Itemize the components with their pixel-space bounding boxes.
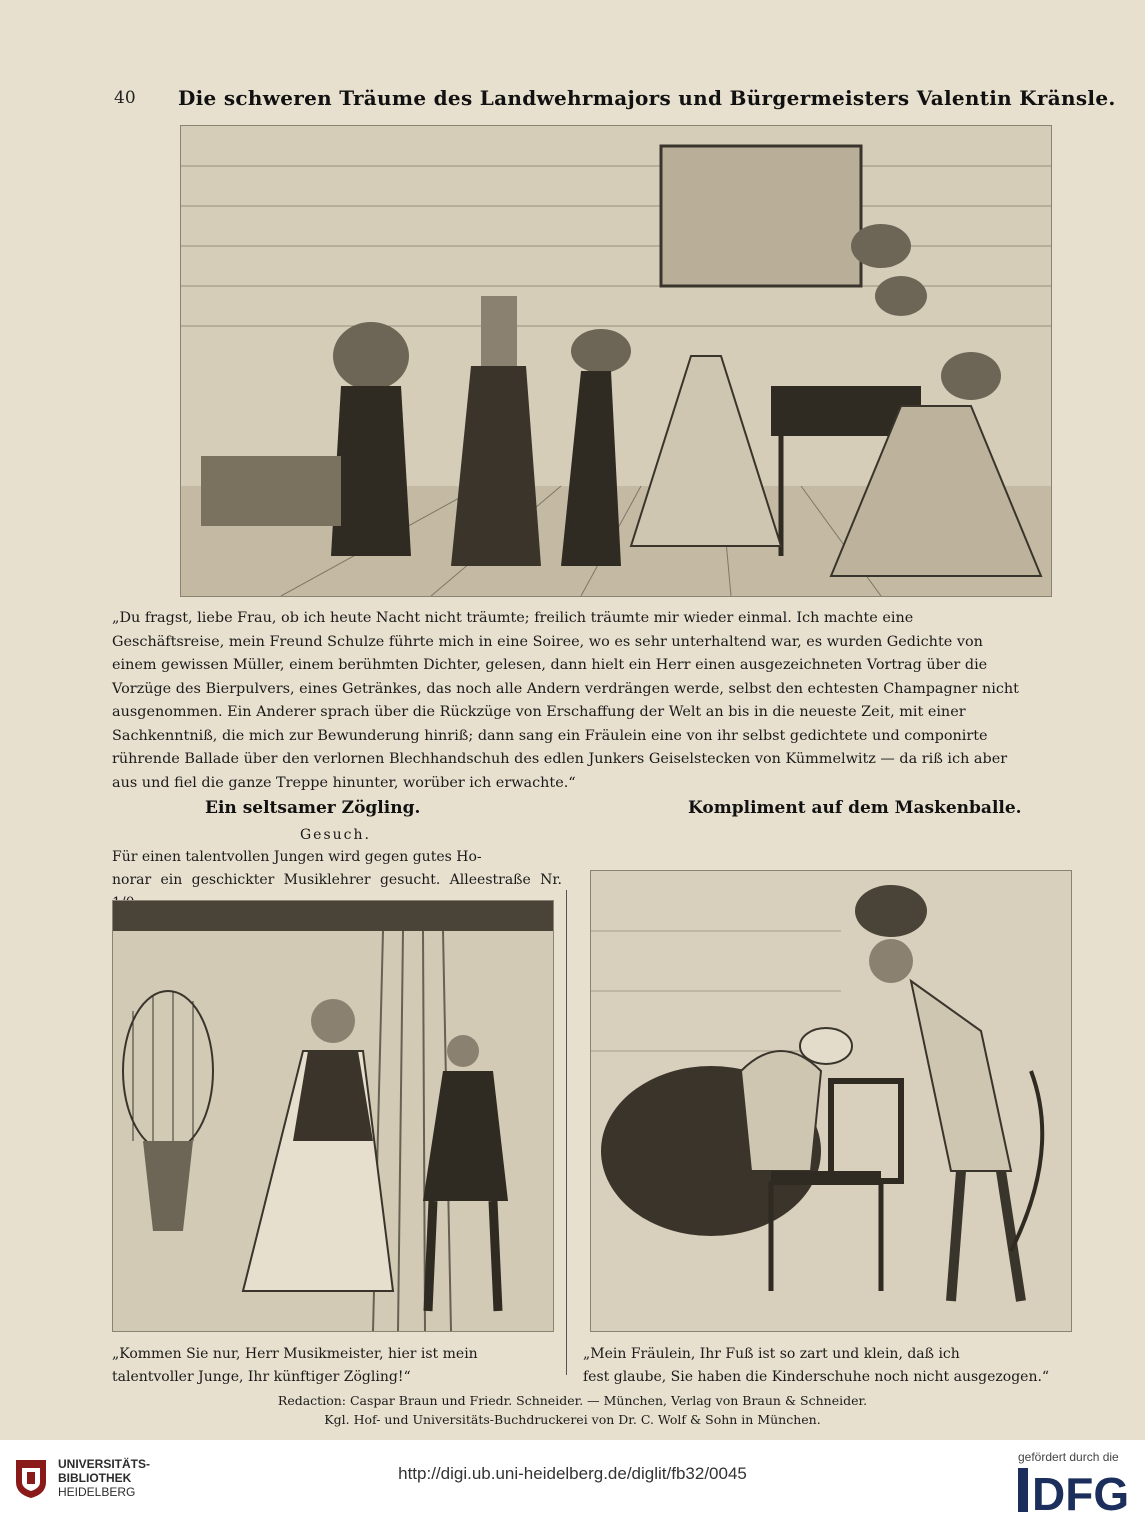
caption-line: fest glaube, Sie haben die Kinderschuhe noch nicht ausgezogen.“	[583, 1369, 1050, 1385]
story-line: Vorzüge des Bierpulvers, eines Getränkes, das noch alle Andern verdrängen werde, selbst den echtesten Champagner nicht	[112, 680, 1019, 697]
ad-line: Für einen talentvollen Jungen wird gegen gutes Ho-	[112, 849, 482, 865]
left-illustration	[112, 900, 554, 1332]
right-illustration	[590, 870, 1072, 1332]
caption-line: talentvoller Junge, Ihr künftiger Zögling!“	[112, 1369, 411, 1385]
left-article-subheading: Gesuch.	[300, 827, 371, 843]
story-line: rührende Ballade über den verlornen Blechhandschuh des edlen Junkers Geiselstecken von Kümmelwitz — da riß ich aber	[112, 751, 1008, 767]
viewer-footer	[0, 1440, 1145, 1522]
story-line: „Du fragst, liebe Frau, ob ich heute Nacht nicht träumte; freilich träumte mir wieder einmal. Ich machte eine	[112, 610, 914, 626]
ad-line: norar ein geschickter Musiklehrer gesucht. Alleestraße Nr.	[112, 872, 562, 888]
funding-label: gefördert durch die	[1018, 1450, 1119, 1464]
caption-line: „Mein Fräulein, Ihr Fuß ist so zart und klein, daß ich	[583, 1346, 960, 1362]
caption-line: „Kommen Sie nur, Herr Musikmeister, hier ist mein	[112, 1346, 478, 1362]
source-url-link[interactable]: http://digi.ub.uni-heidelberg.de/diglit/fb32/0045	[398, 1464, 747, 1483]
column-divider	[566, 890, 567, 1375]
story-line: Sachkenntniß, die mich zur Bewunderung hinriß; dann sang ein Fräulein eine von ihr selbst gedichtete und componirte	[112, 727, 988, 744]
story-line: Geschäftsreise, mein Freund Schulze führte mich in eine Soiree, wo es sehr unterhaltend war, es wurden Gedichte von	[112, 633, 983, 650]
right-caption	[583, 1343, 1088, 1389]
library-name-line: HEIDELBERG	[58, 1485, 136, 1499]
dfg-logo[interactable]	[1018, 1466, 1130, 1516]
story-line: einem gewissen Müller, einem berühmten Dichter, gelesen, dann hielt ein Herr einen ausgezeichneten Vortrag über die	[112, 657, 988, 673]
left-article-heading: Ein seltsamer Zögling.	[205, 798, 421, 818]
top-illustration	[180, 125, 1052, 597]
left-caption	[112, 1343, 554, 1389]
right-article-heading: Kompliment auf dem Maskenballe.	[688, 798, 1022, 818]
library-name-line: BIBLIOTHEK	[58, 1471, 132, 1485]
library-name-line: UNIVERSITÄTS-	[58, 1457, 151, 1471]
story-line: aus und fiel die ganze Treppe hinunter, worüber ich erwachte.“	[112, 774, 576, 791]
dfg-logo-text: DFG	[1032, 1468, 1130, 1516]
story-text	[112, 607, 1042, 795]
imprint-line: Redaction: Caspar Braun und Friedr. Schneider. — München, Verlag von Braun & Schneider.	[277, 1393, 868, 1408]
imprint-line: Kgl. Hof- und Universitäts-Buchdruckerei von Dr. C. Wolf & Sohn in München.	[324, 1412, 821, 1427]
page-number: 40	[114, 88, 136, 108]
page-title: Die schweren Träume des Landwehrmajors und Bürgermeisters Valentin Kränsle.	[178, 86, 1116, 110]
story-line: ausgenommen. Ein Anderer sprach über die Rückzüge von Erschaffung der Welt an bis in die neueste Zeit, mit einer	[112, 704, 966, 720]
